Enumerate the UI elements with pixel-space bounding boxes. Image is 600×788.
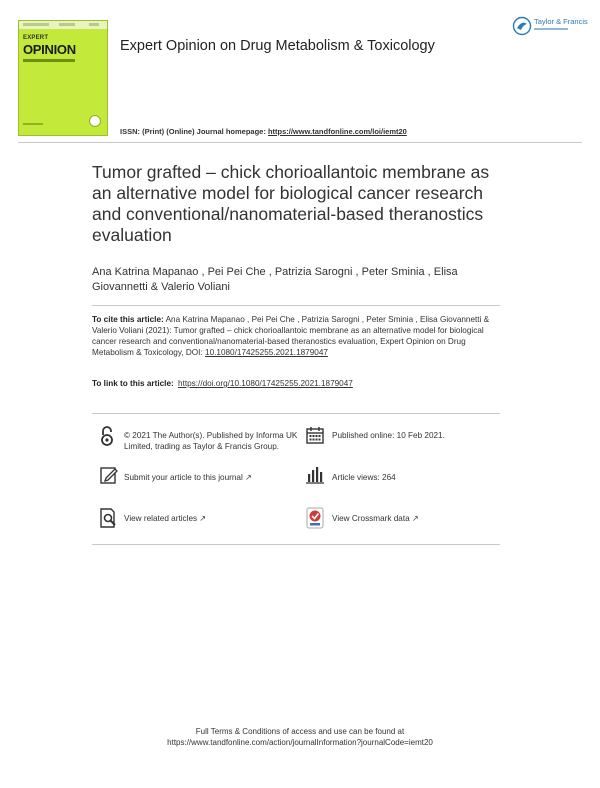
footer [0, 727, 600, 748]
calendar-icon [306, 426, 324, 449]
article-link-line [92, 379, 353, 388]
citation-doi-link[interactable]: 10.1080/17425255.2021.1879047 [205, 348, 328, 357]
publisher-logo-icon [512, 16, 532, 36]
cover-subtitle-strip [23, 59, 75, 62]
citation-text: Ana Katrina Mapanao , Pei Pei Che , Patrizia Sarogni , Peter Sminia , Elisa Giovannetti & Valerio Voliani (2021): Tumor grafted – chick chorioallantoic membrane as an alternative model for biological cancer research and conventional/nanomaterial-based theranostics evaluation, Expert Opinion on Drug Metabolism & Toxicology, DOI: [92, 315, 490, 357]
journal-title: Expert Opinion on Drug Metabolism & Toxicology [120, 38, 435, 54]
related-articles-icon[interactable] [100, 508, 118, 533]
publisher-tagline-strip [534, 28, 568, 30]
submit-article-label: Submit your article to this journal [124, 473, 243, 482]
external-link-icon: ↗ [199, 514, 207, 523]
related-articles-link[interactable] [124, 514, 206, 525]
crossmark-label: View Crossmark data [332, 514, 410, 523]
citation-block [92, 314, 504, 358]
journal-homepage-link[interactable]: https://www.tandfonline.com/loi/iemt20 [267, 127, 407, 136]
external-link-icon: ↗ [411, 514, 419, 523]
external-link-icon: ↗ [245, 473, 252, 482]
publisher-logo[interactable] [512, 14, 588, 40]
citation-label: To cite this article: [92, 315, 164, 324]
publisher-name: Taylor & Francis [534, 17, 588, 26]
open-access-icon [100, 426, 114, 451]
issn-label: ISSN: (Print) (Online) Journal homepage: [120, 127, 266, 136]
cover-header-strip [19, 21, 107, 29]
submit-article-icon[interactable] [100, 466, 118, 489]
cover-expert-text: EXPERT [23, 35, 49, 41]
article-title: Tumor grafted – chick chorioallantoic membrane as an alternative model for biological cancer research and conventional/nanomaterial-based theranostics evaluation [92, 162, 490, 245]
copyright-text: © 2021 The Author(s). Published by Informa UK Limited, trading as Taylor & Francis Group. [124, 431, 298, 451]
submit-article-link[interactable] [124, 473, 252, 484]
article-link-label: To link to this article: [92, 379, 174, 388]
cover-footer-strip [23, 123, 43, 125]
article-link-url[interactable]: https://doi.org/10.1080/17425255.2021.1879047 [178, 379, 353, 388]
divider [92, 413, 500, 414]
journal-cover [18, 20, 108, 136]
bar-chart-icon [306, 466, 324, 489]
cover-badge [89, 115, 101, 127]
divider [18, 142, 582, 143]
related-articles-label: View related articles [124, 514, 198, 523]
article-authors: Ana Katrina Mapanao , Pei Pei Che , Patrizia Sarogni , Peter Sminia , Elisa Giovannetti & Valerio Voliani [92, 266, 458, 293]
published-date: Published online: 10 Feb 2021. [332, 431, 445, 440]
divider [92, 544, 500, 545]
divider [92, 305, 500, 306]
article-views: Article views: 264 [332, 473, 396, 482]
cover-opinion-text: OPINION [23, 42, 76, 57]
footer-terms-text: Full Terms & Conditions of access and use can be found at [195, 727, 405, 736]
issn-line [120, 127, 407, 136]
crossmark-icon[interactable] [306, 507, 324, 534]
footer-terms-url[interactable]: https://www.tandfonline.com/action/journalInformation?journalCode=iemt20 [167, 737, 433, 747]
crossmark-link[interactable] [332, 514, 419, 525]
